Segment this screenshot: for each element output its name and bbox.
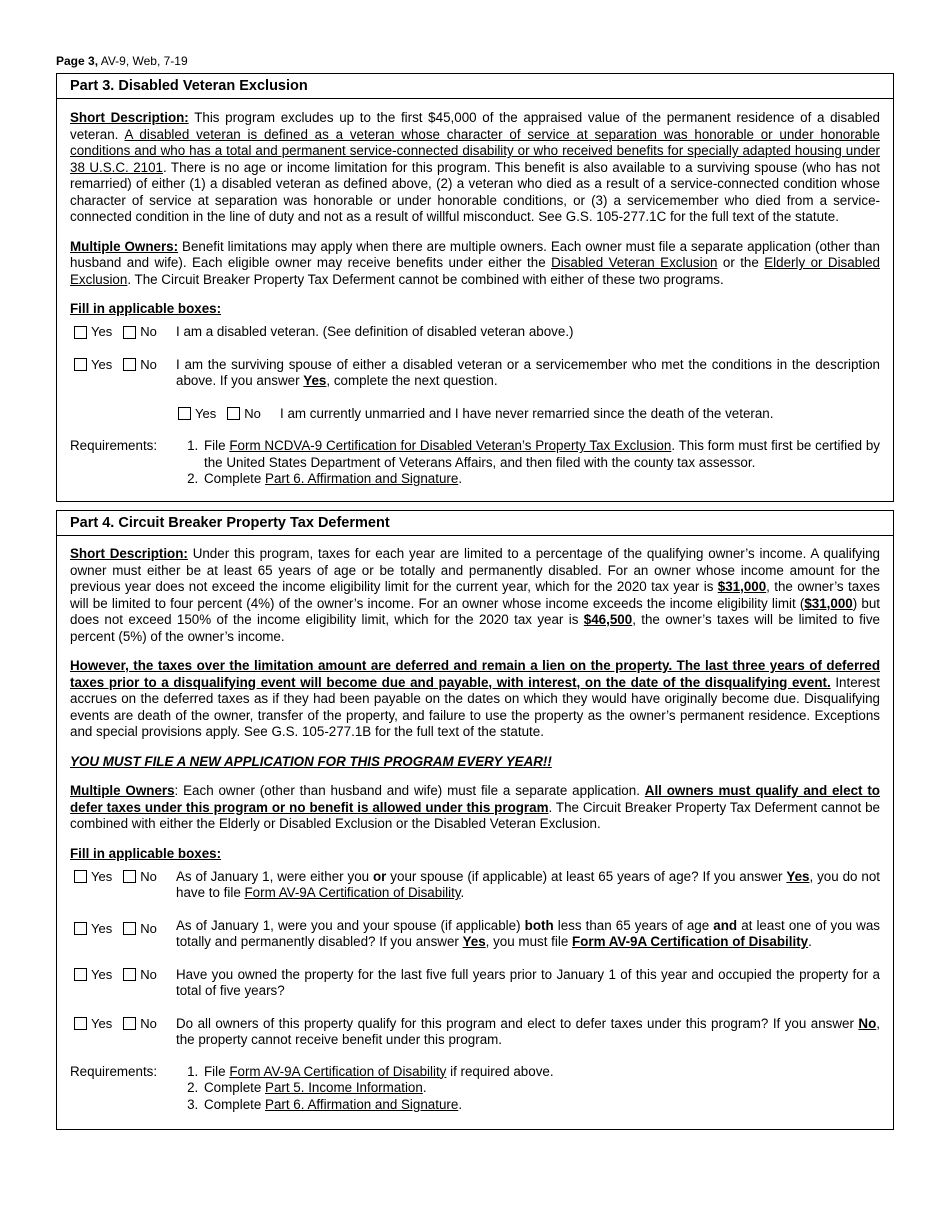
part3-fill-heading: Fill in applicable boxes: (70, 301, 222, 316)
link-part6-affirmation[interactable]: Part 6. Affirmation and Signature (265, 471, 459, 486)
part3-requirement-1: 1. File Form NCDVA-9 Certification for Disabled Veteran’s Property Tax Exclusion. This form must first be certified by the United States Department of Veterans Affairs, and then filed with the county tax assessor. (202, 438, 880, 471)
form-info: AV-9, Web, 7-19 (100, 54, 188, 68)
part4-short-description: Short Description: Under this program, taxes for each year are limited to a percentage of the qualifying owner’s income. A qualifying owner must either be at least 65 years of age or be totally and permanently disabled. For an owner whose income amount for the previous year does not exceed the income eligibility limit for the current year, which for the 2020 tax year is $31,000, the owner’s taxes will be limited to four percent (4%) of the owner’s income. For an owner whose income exceeds the income eligibility limit ($31,000) but does not exceed 150% of the income eligibility limit, which for the 2020 tax year is $46,500, the owner’s taxes will be limited to five percent (5%) of the owner’s income. (70, 546, 881, 644)
part3-q3-yes-checkbox[interactable] (178, 407, 191, 420)
link-form-av9a-req[interactable]: Form AV-9A Certification of Disability (229, 1063, 447, 1079)
link-part6-affirmation-2[interactable]: Part 6. Affirmation and Signature (265, 1096, 459, 1112)
part4-q4-yes-checkbox[interactable] (74, 1017, 87, 1030)
part4-section (56, 510, 894, 1130)
part4-requirement-3: 3. Complete Part 6. Affirmation and Signature. (202, 1097, 880, 1114)
part3-short-description: Short Description: This program excludes up to the first $45,000 of the appraised value of the permanent residence of a disabled veteran. A disabled veteran is defined as a veteran whose character of service at separation was honorable or under honorable conditions and who has a total and permanent service-connected disability or who received benefits for specially adapted housing under 38 U.S.C. 2101. There is no age or income limitation for this program. This benefit is also available to a surviving spouse (who has not remarried) of either (1) a disabled veteran as defined above, (2) a veteran who died as a result of a service-connected condition whose character of service at separation was honorable or under honorable conditions, or (3) a servicemember who died from a service-connected condition in the line of duty and not as a result of willful misconduct. See G.S. 105-277.1C for the full text of the statute. (70, 110, 880, 224)
part4-must-file-notice: YOU MUST FILE A NEW APPLICATION FOR THIS PROGRAM EVERY YEAR!! (70, 753, 552, 769)
link-form-ncdva-9[interactable]: Form NCDVA-9 Certification for Disabled Veteran’s Property Tax Exclusion (229, 438, 672, 453)
link-disabled-veteran-exclusion[interactable]: Disabled Veteran Exclusion (551, 255, 718, 270)
part4-requirements: Requirements: 1. File Form AV-9A Certification of Disability if required above. 2. Complete Part 5. Income Information. 3. Complete Part 6. Affirmation and Signature. (70, 1064, 880, 1114)
part4-multiple-owners: Multiple Owners: Each owner (other than husband and wife) must file a separate application. All owners must qualify and elect to defer taxes under this program or no benefit is allowed under this program. The Circuit Breaker Property Tax Deferment cannot be combined with either the Elderly or Disabled Exclusion or the Disabled Veteran Exclusion. (70, 783, 880, 831)
part4-title: Part 4. Circuit Breaker Property Tax Deferment (57, 511, 893, 536)
part3-q1-yes-checkbox[interactable] (74, 326, 87, 339)
page-number: Page 3, (56, 54, 99, 68)
part4-q2-no-checkbox[interactable] (123, 922, 136, 935)
part4-fill-heading: Fill in applicable boxes: (70, 845, 222, 861)
part3-q1-no-checkbox[interactable] (123, 326, 136, 339)
part4-q4-no-checkbox[interactable] (123, 1017, 136, 1030)
part4-question-age-65: Yes No As of January 1, were either you or your spouse (if applicable) at least 65 years of age? If you answer Yes, you do not have to file Form AV-9A Certification of Disability. (70, 869, 880, 902)
part3-question-disabled-veteran: Yes No I am a disabled veteran. (See definition of disabled veteran above.) (70, 324, 880, 341)
part4-q1-yes-checkbox[interactable] (74, 870, 87, 883)
part4-question-ownership: Yes No Have you owned the property for the last five full years prior to January 1 of this year and occupied the property for a total of five years? (70, 967, 880, 1000)
part3-section (56, 73, 894, 502)
part3-question-surviving-spouse: Yes No I am the surviving spouse of either a disabled veteran or a servicemember who met the conditions in the description above. If you answer Yes, complete the next question. (70, 357, 880, 390)
part4-q1-no-checkbox[interactable] (123, 870, 136, 883)
link-part5-income[interactable]: Part 5. Income Information (265, 1080, 423, 1095)
part3-requirements: Requirements: 1. File Form NCDVA-9 Certification for Disabled Veteran’s Property Tax Exclusion. This form must first be certified by the United States Department of Veterans Affairs, and then filed with the county tax assessor. 2. Complete Part 6. Affirmation and Signature. (70, 438, 880, 488)
link-form-av9a-bold[interactable]: Form AV-9A Certification of Disability (572, 934, 809, 949)
part4-q3-no-checkbox[interactable] (123, 968, 136, 981)
part3-title: Part 3. Disabled Veteran Exclusion (57, 74, 893, 99)
part4-requirement-2: 2. Complete Part 5. Income Information. (202, 1080, 880, 1097)
link-elderly-disabled-exclusion[interactable]: Elderly or Disabled Exclusion (70, 255, 880, 287)
part4-question-disabled: Yes No As of January 1, were you and your spouse (if applicable) both less than 65 years of age and at least one of you was totally and permanently disabled? If you answer Yes, you must file Form AV-9A Certification of Disability. (70, 918, 880, 951)
part4-question-all-owners: Yes No Do all owners of this property qualify for this program and elect to defer taxes under this program? If you answer No, the property cannot receive benefit under this program. (70, 1016, 880, 1049)
part4-lien-notice: However, the taxes over the limitation amount are deferred and remain a lien on the property. The last three years of deferred taxes prior to a disqualifying event will become due and payable, with interest, on the date of the disqualifying event. Interest accrues on the deferred taxes as if they had been payable on the dates on which they would have originally become due. Disqualifying events are death of the owner, transfer of the property, and failure to use the property as the owner’s permanent residence. Exceptions and special provisions apply. See G.S. 105-277.1B for the full text of the statute. (70, 658, 880, 739)
part3-q2-no-checkbox[interactable] (123, 358, 136, 371)
part3-requirement-2: 2. Complete Part 6. Affirmation and Signature. (202, 471, 880, 488)
part3-q2-yes-checkbox[interactable] (74, 358, 87, 371)
part4-q3-yes-checkbox[interactable] (74, 968, 87, 981)
part3-multiple-owners: Multiple Owners: Benefit limitations may apply when there are multiple owners. Each owner must file a separate application (other than husband and wife). Each eligible owner may receive benefits under either the Disabled Veteran Exclusion or the Elderly or Disabled Exclusion. The Circuit Breaker Property Tax Deferment cannot be combined with either of these two programs. (70, 238, 880, 287)
part3-question-unmarried: Yes No I am currently unmarried and I have never remarried since the death of the veteran. (70, 406, 880, 423)
part4-q2-yes-checkbox[interactable] (74, 922, 87, 935)
link-form-av9a[interactable]: Form AV-9A Certification of Disability (244, 885, 461, 900)
part3-q3-no-checkbox[interactable] (227, 407, 240, 420)
page-header (56, 54, 188, 68)
part4-requirement-1: 1. File Form AV-9A Certification of Disability if required above. (202, 1064, 880, 1081)
